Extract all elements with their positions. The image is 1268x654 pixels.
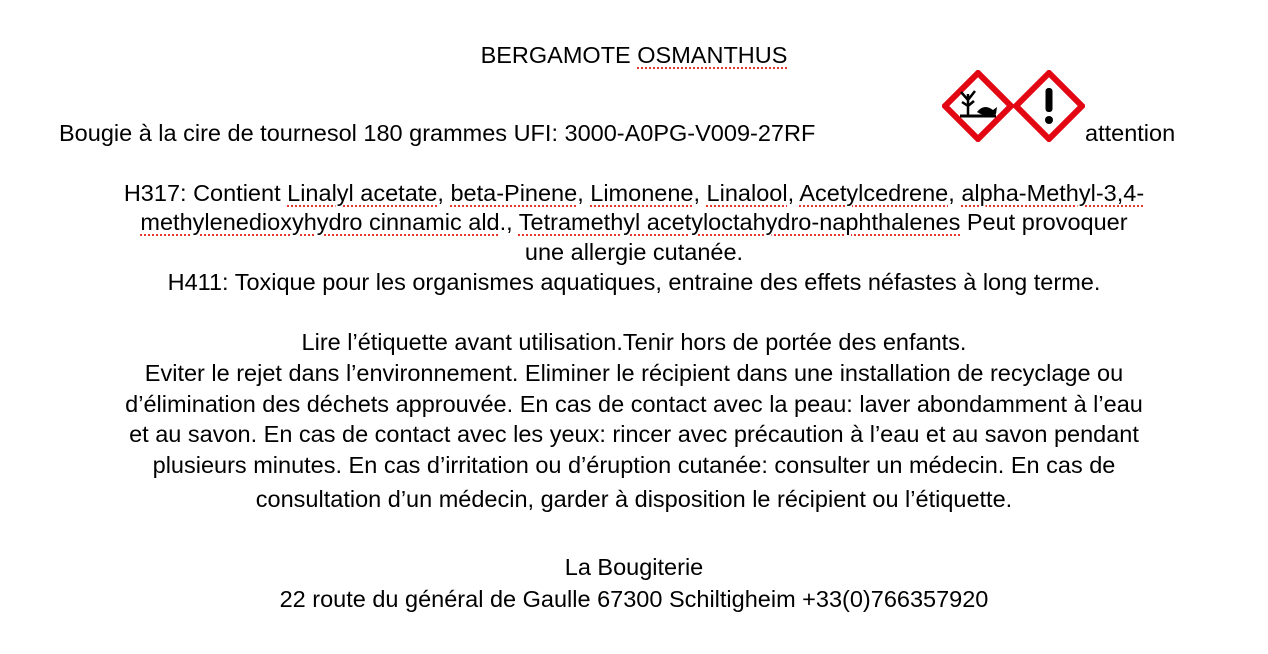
allergen-alpha-methyl-part2: methylenedioxyhydro cinnamic ald bbox=[140, 209, 500, 235]
allergen-limonene: Limonene bbox=[590, 180, 694, 206]
exclamation-mark-icon bbox=[1013, 70, 1085, 142]
company-name: La Bougiterie bbox=[564, 554, 704, 580]
allergen-linalool: Linalool bbox=[706, 180, 788, 206]
title-word-1: BERGAMOTE bbox=[480, 42, 631, 68]
signal-word: attention bbox=[1085, 120, 1176, 146]
precaution-line: Lire l’étiquette avant utilisation.Tenir hors de portée des enfants. bbox=[301, 329, 967, 355]
separator: , bbox=[577, 180, 584, 206]
product-title bbox=[0, 40, 1268, 70]
precaution-line: et au savon. En cas de contact avec les yeux: rincer avec précaution à l’eau et au savon pendant bbox=[129, 421, 1139, 447]
h317-prefix: H317: Contient bbox=[123, 180, 281, 206]
h317-line-1 bbox=[0, 178, 1268, 208]
allergen-linalyl-acetate: Linalyl acetate bbox=[287, 180, 438, 206]
precaution-line: d’élimination des déchets approuvée. En cas de contact avec la peau: laver abondamment à l’eau bbox=[125, 391, 1143, 417]
environment-hazard-icon bbox=[942, 70, 1014, 142]
precaution-line: plusieurs minutes. En cas d’irritation ou d’éruption cutanée: consulter un médecin. En cas de bbox=[152, 452, 1116, 478]
separator: , bbox=[693, 180, 701, 206]
h317-line-3: une allergie cutanée. bbox=[524, 239, 744, 265]
h317-line-2 bbox=[0, 207, 1268, 237]
precaution-line: Eviter le rejet dans l’environnement. Eliminer le récipient dans une installation de recyclage ou bbox=[144, 360, 1124, 386]
separator: ., bbox=[499, 209, 519, 235]
allergen-tetramethyl: Tetramethyl acetyloctahydro-naphthalenes bbox=[518, 209, 961, 235]
h411-statement: H411: Toxique pour les organismes aquatiques, entraine des effets néfastes à long terme. bbox=[167, 269, 1101, 295]
allergen-acetylcedrene: Acetylcedrene bbox=[799, 180, 949, 206]
allergen-alpha-methyl-part1: alpha-Methyl-3,4- bbox=[961, 180, 1145, 206]
company-address: 22 route du général de Gaulle 67300 Schiltigheim +33(0)766357920 bbox=[279, 586, 989, 612]
product-line: Bougie à la cire de tournesol 180 grammes UFI: 3000-A0PG-V009-27RF bbox=[59, 120, 816, 146]
h317-tail: Peut provoquer bbox=[960, 209, 1128, 235]
separator: , bbox=[948, 180, 955, 206]
separator: , bbox=[437, 180, 444, 206]
precaution-line: consultation d’un médecin, garder à disposition le récipient ou l’étiquette. bbox=[255, 486, 1013, 512]
title-word-2: OSMANTHUS bbox=[637, 42, 788, 68]
allergen-beta-pinene: beta-Pinene bbox=[450, 180, 578, 206]
separator: , bbox=[787, 180, 795, 206]
